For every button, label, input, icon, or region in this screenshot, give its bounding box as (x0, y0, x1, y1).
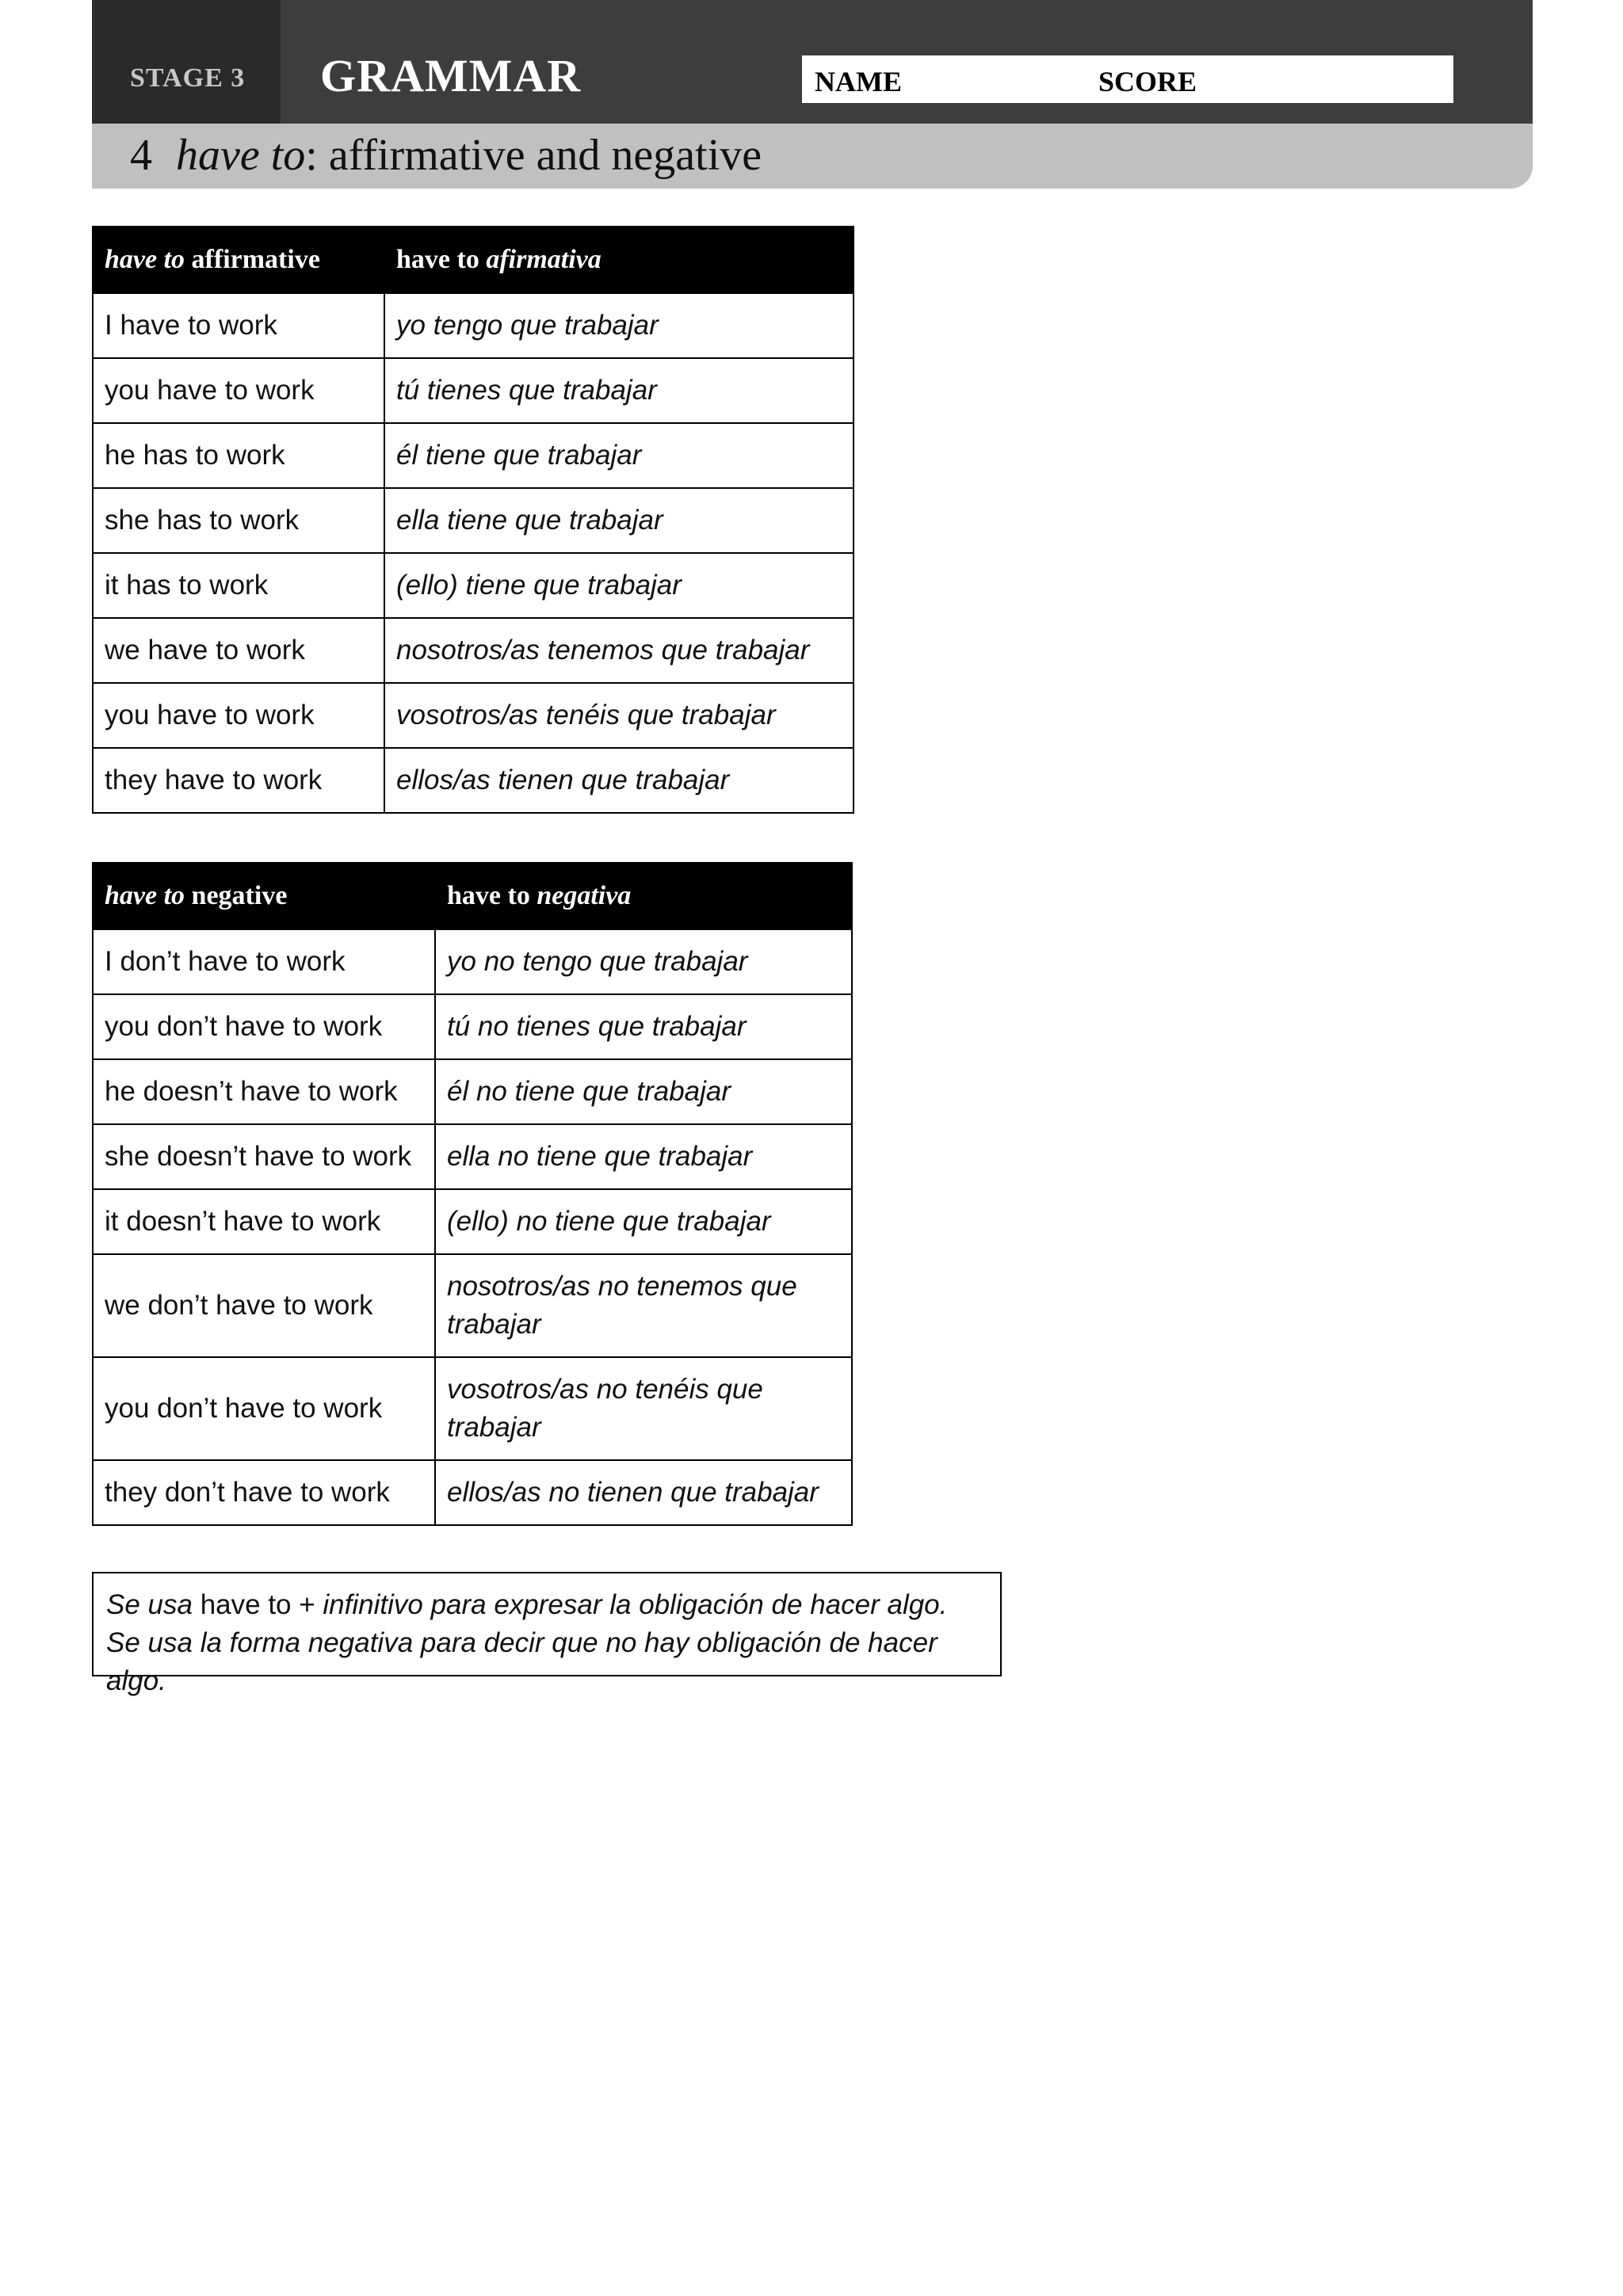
table-row (93, 994, 852, 1059)
stage-label: STAGE 3 (130, 63, 246, 93)
table-header-row (93, 863, 852, 929)
spanish-cell: (ello) no tiene que trabajar (435, 1189, 852, 1254)
header-cell-spanish (435, 863, 852, 929)
spanish-cell: vosotros/as tenéis que trabajar (384, 683, 854, 748)
table-row (93, 553, 854, 618)
english-cell: we don’t have to work (93, 1254, 435, 1357)
name-score-box (802, 55, 1453, 103)
spanish-cell: ellos/as tienen que trabajar (384, 748, 854, 813)
note-line1-a: Se usa (106, 1589, 193, 1620)
header-es-plain: have to (447, 881, 537, 910)
english-cell: I don’t have to work (93, 929, 435, 994)
header-en-rest: affirmative (185, 245, 320, 274)
spanish-cell: tú no tienes que trabajar (435, 994, 852, 1059)
header-cell-english (93, 227, 384, 293)
header-cell-english (93, 863, 435, 929)
header-en-italic: have to (105, 245, 185, 274)
note-line1-c: infinitivo para expresar la obligación de hacer algo. (323, 1589, 948, 1620)
header-es-plain: have to (396, 245, 487, 274)
english-cell: I have to work (93, 293, 384, 358)
exercise-title-rest: : affirmative and negative (305, 131, 762, 180)
table-row (93, 1124, 852, 1189)
subtitle-bar (92, 124, 1533, 189)
table-row (93, 488, 854, 553)
table-row (93, 1189, 852, 1254)
table-row (93, 1357, 852, 1460)
english-cell: she has to work (93, 488, 384, 553)
header-cell-spanish (384, 227, 854, 293)
note-line1-b: have to + (192, 1589, 323, 1620)
spanish-cell: tú tienes que trabajar (384, 358, 854, 423)
negative-table (92, 862, 853, 1526)
table-row (93, 618, 854, 683)
section-title: GRAMMAR (320, 50, 582, 101)
spanish-cell: ella tiene que trabajar (384, 488, 854, 553)
english-cell: you don’t have to work (93, 1357, 435, 1460)
table-row (93, 1460, 852, 1525)
header-es-italic: negativa (537, 881, 632, 910)
english-cell: he has to work (93, 423, 384, 488)
table-row (93, 423, 854, 488)
english-cell: we have to work (93, 618, 384, 683)
spanish-cell: yo tengo que trabajar (384, 293, 854, 358)
english-cell: it has to work (93, 553, 384, 618)
table-row (93, 1254, 852, 1357)
table-row (93, 683, 854, 748)
english-cell: he doesn’t have to work (93, 1059, 435, 1124)
header-es-italic: afirmativa (486, 245, 601, 274)
header-en-italic: have to (105, 881, 185, 910)
english-cell: it doesn’t have to work (93, 1189, 435, 1254)
explanation-note (92, 1572, 1002, 1696)
english-cell: they have to work (93, 748, 384, 813)
spanish-cell: ella no tiene que trabajar (435, 1124, 852, 1189)
name-label: NAME (815, 66, 902, 97)
spanish-cell: vosotros/as no tenéis que trabajar (435, 1357, 852, 1460)
spanish-cell: él tiene que trabajar (384, 423, 854, 488)
english-cell: they don’t have to work (93, 1460, 435, 1525)
affirmative-table (92, 226, 854, 814)
table-row (93, 748, 854, 813)
note-line-1 (106, 1586, 987, 1624)
note-line-2: Se usa la forma negativa para decir que no hay obligación de hacer algo. (106, 1627, 938, 1696)
stage-box (92, 0, 281, 124)
table-row (93, 358, 854, 423)
table-row (93, 1059, 852, 1124)
header-bar (92, 0, 1533, 124)
exercise-title (130, 130, 762, 181)
spanish-cell: nosotros/as tenemos que trabajar (384, 618, 854, 683)
table-row (93, 929, 852, 994)
english-cell: you have to work (93, 683, 384, 748)
exercise-number: 4 (130, 131, 152, 180)
spanish-cell: nosotros/as no tenemos que trabajar (435, 1254, 852, 1357)
score-label: SCORE (1098, 66, 1197, 97)
spanish-cell: (ello) tiene que trabajar (384, 553, 854, 618)
header-en-rest: negative (185, 881, 288, 910)
english-cell: you don’t have to work (93, 994, 435, 1059)
table-header-row (93, 227, 854, 293)
spanish-cell: él no tiene que trabajar (435, 1059, 852, 1124)
exercise-title-italic: have to (176, 131, 306, 180)
spanish-cell: yo no tengo que trabajar (435, 929, 852, 994)
spanish-cell: ellos/as no tienen que trabajar (435, 1460, 852, 1525)
english-cell: you have to work (93, 358, 384, 423)
english-cell: she doesn’t have to work (93, 1124, 435, 1189)
table-row (93, 293, 854, 358)
